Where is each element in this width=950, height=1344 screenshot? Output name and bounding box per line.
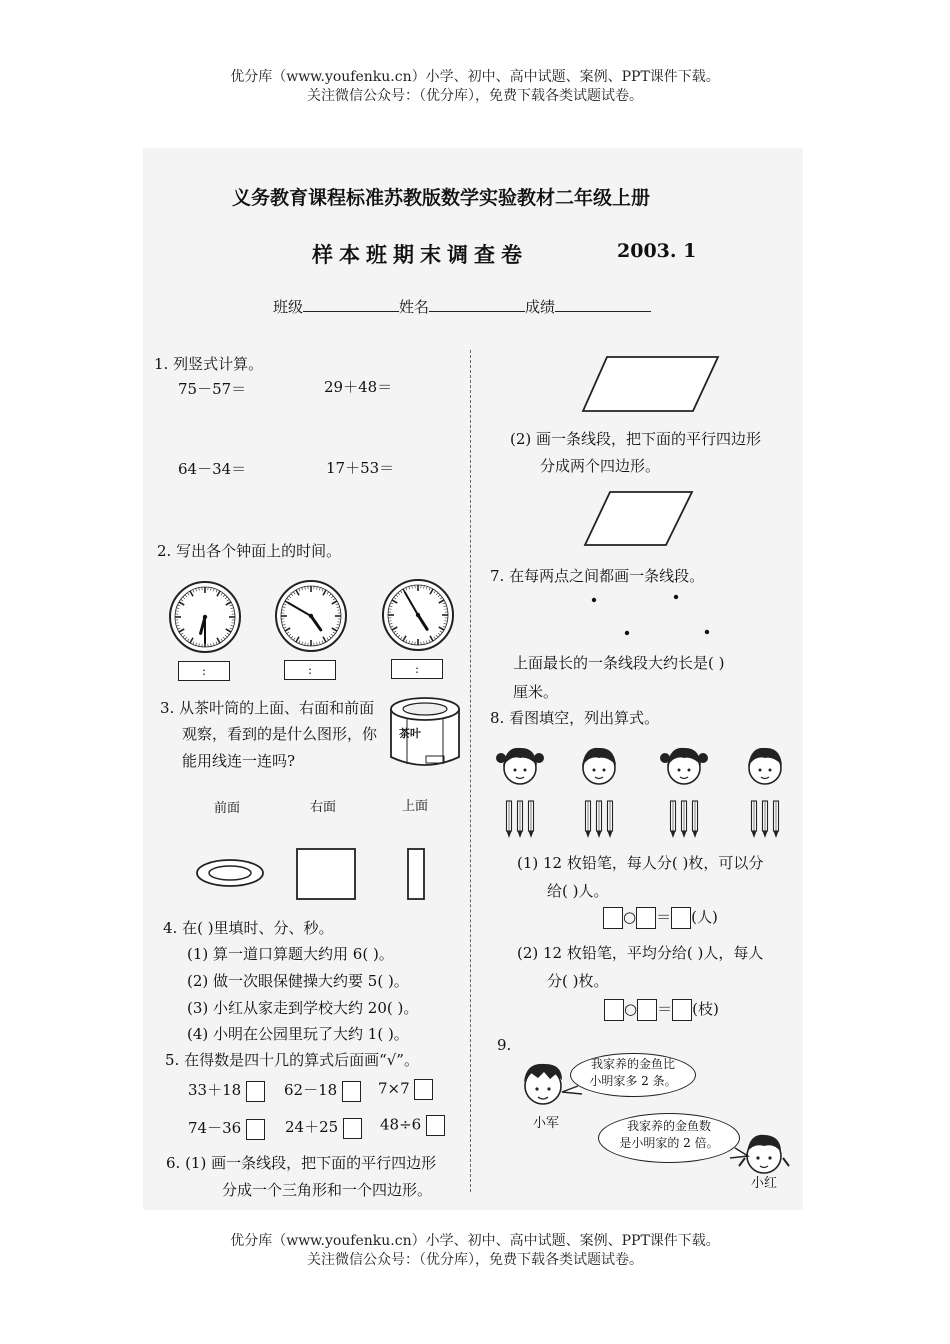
view-label-right: 右面 [310,800,337,815]
q6-part1-line: 分成一个三角形和一个四边形。 [222,1181,433,1199]
q8-part1-line: (1) 12 枚铅笔，每人分( )枚，可以分 [517,854,764,872]
speech-bubble-girl [598,1113,740,1163]
q7-answer-line: 上面最长的一条线段大约长是( ) [513,654,725,672]
boy-name: 小军 [533,1116,560,1131]
q5-expression: 48÷6 [380,1115,422,1134]
clock-time-box[interactable]: : [178,661,230,681]
q7-answer-line: 厘米。 [513,683,559,701]
q3-line: 能用线连一连吗? [182,752,296,770]
q1-problem: 29＋48＝ [324,378,393,396]
header-line-2: 关注微信公众号：（优分库），免费下载各类试题试卷。 [307,88,643,104]
field-score-label: 成绩 [525,298,556,316]
q8-part2-line: (2) 12 枚铅笔，平均分给( )人，每人 [517,944,764,962]
footer-line-2: 关注微信公众号：（优分库），免费下载各类试题试卷。 [307,1252,643,1268]
equation-unit: (枝) [692,1000,719,1018]
exam-date: 2003. 1 [617,240,697,262]
q8-title: 8. 看图填空，列出算式。 [490,709,660,727]
bubble-text: 我家养的金鱼数 [626,1119,711,1133]
q4-item: (2) 做一次眼保健操大约要 5( )。 [187,972,409,990]
bubble-text: 是小明家的 2 倍。 [619,1136,719,1150]
q5-title: 5. 在得数是四十几的算式后面画“√”。 [165,1051,419,1069]
q3-line: 3. 从茶叶筒的上面、右面和前面 [160,699,375,717]
tea-can-label: 茶叶 [399,727,421,740]
speech-bubble-boy [570,1053,696,1097]
view-label-front: 前面 [214,801,241,816]
q5-expression: 62－18 [284,1081,338,1099]
view-label-top: 上面 [402,799,429,814]
clock-time-box[interactable]: : [284,660,336,680]
equation-row-2: ○ ＝ (枝) [604,998,719,1021]
q6-part1-line: 6. (1) 画一条线段，把下面的平行四边形 [166,1154,437,1172]
q3-line: 观察，看到的是什么图形，你 [182,725,378,743]
q5-expression: 33＋18 [188,1081,242,1099]
field-name-label: 姓名 [399,298,430,316]
footer-line-1: 优分库（www.youfenku.cn）小学、初中、高中试题、案例、PPT课件下载。 [230,1233,720,1249]
q9-number: 9. [497,1036,512,1054]
equation-unit: (人) [691,908,718,926]
q8-part1-line: 给( )人。 [547,882,609,900]
q8-part2-line: 分( )枚。 [547,972,609,990]
bubble-text: 我家养的金鱼比 [590,1057,675,1071]
q6-part2-line: (2) 画一条线段，把下面的平行四边形 [510,430,762,448]
q2-title: 2. 写出各个钟面上的时间。 [157,542,342,560]
clock-time-box[interactable]: : [391,659,443,679]
field-class-label: 班级 [273,298,304,316]
q1-title: 1. 列竖式计算。 [154,355,264,373]
q4-item: (3) 小红从家走到学校大约 20( )。 [187,999,419,1017]
q1-problem: 75－57＝ [178,380,247,398]
q5-expression: 24＋25 [285,1118,339,1136]
exam-title: 义务教育课程标准苏教版数学实验教材二年级上册 [232,187,651,209]
q5-expression: 7×7 [378,1079,410,1098]
equation-row-1: ○ ＝ (人) [603,906,718,929]
q4-title: 4. 在( )里填时、分、秒。 [163,919,334,937]
exam-subtitle: 样本班期末调查卷 [312,243,528,267]
q4-item: (1) 算一道口算题大约用 6( )。 [187,945,394,963]
q1-problem: 64－34＝ [178,460,247,478]
q7-title: 7. 在每两点之间都画一条线段。 [490,567,705,585]
q1-problem: 17＋53＝ [326,459,395,477]
girl-name: 小红 [751,1176,778,1191]
q6-part2-line: 分成两个四边形。 [540,457,661,475]
header-line-1: 优分库（www.youfenku.cn）小学、初中、高中试题、案例、PPT课件下载。 [230,69,720,85]
q4-item: (4) 小明在公园里玩了大约 1( )。 [187,1025,409,1043]
q5-expression: 74－36 [188,1119,242,1137]
bubble-text: 小明家多 2 条。 [589,1074,677,1088]
